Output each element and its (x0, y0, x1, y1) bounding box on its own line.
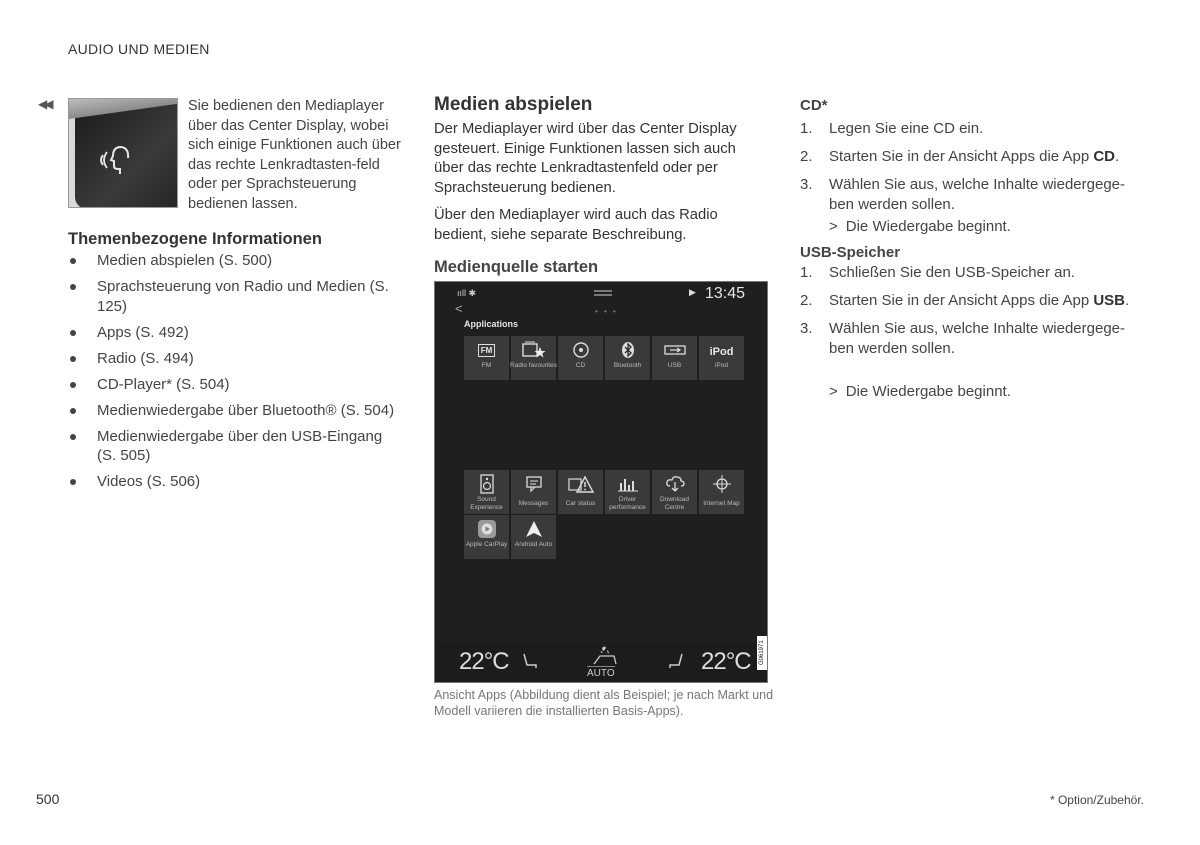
bullet (70, 382, 76, 388)
app-tile-messages[interactable] (511, 470, 556, 514)
topic-text[interactable]: Medienwiedergabe über Bluetooth® (S. 504) (97, 401, 395, 419)
bullet (70, 330, 76, 336)
app-tile-apple-carplay[interactable] (464, 515, 509, 559)
app-label: Bluetooth (613, 362, 642, 369)
source-heading: Medienquelle starten (434, 258, 599, 276)
bullet (70, 408, 76, 414)
cd-result: > Die Wiedergabe beginnt. (829, 218, 1011, 235)
bullet (70, 479, 76, 485)
app-label: Android Auto (514, 541, 553, 548)
usb-heading: USB-Speicher (800, 244, 901, 261)
topic-text[interactable]: Apps (S. 492) (97, 323, 189, 341)
step-item: 1. Schließen Sie den USB-Speicher an. (800, 264, 1075, 281)
bullet (70, 258, 76, 264)
step-item: 1. Legen Sie eine CD ein. (800, 120, 984, 137)
topic-text[interactable]: Videos (S. 506) (97, 473, 201, 490)
topic-text[interactable]: Medien abspielen (S. 500) (97, 252, 273, 269)
app-tile-ipod[interactable] (699, 336, 744, 380)
usb-steps (800, 263, 1140, 367)
topic-link[interactable] (68, 277, 398, 316)
topic-text[interactable]: CD-Player* (S. 504) (97, 375, 230, 393)
climate-bar (435, 642, 767, 682)
app-label: Download Centre (660, 496, 689, 511)
figure-caption: Ansicht Apps (Abbildung dient als Beispiel; je nach Markt und Modell variieren die installierten Basis-Apps). (434, 688, 774, 718)
app-tile-bluetooth[interactable] (605, 336, 650, 380)
image-code: G061971 (757, 636, 767, 670)
app-tile-fm[interactable] (464, 336, 509, 380)
step-item: 3. Wählen Sie aus, welche Inhalte wiedergege-ben werden sollen. (800, 320, 1126, 357)
app-tile-android-auto[interactable] (511, 515, 556, 559)
left-temperature[interactable]: 22°C (459, 648, 509, 675)
topic-link[interactable] (68, 472, 398, 492)
apps-title: Applications (464, 319, 519, 329)
topic-link[interactable] (68, 375, 398, 395)
back-chevron-icon[interactable]: < (455, 301, 463, 316)
messages-icon (511, 474, 556, 499)
topic-link[interactable] (68, 251, 398, 271)
topic-text[interactable]: Sprachsteuerung von Radio und Medien (S. 125) (97, 278, 389, 315)
bullet (70, 356, 76, 362)
topic-link[interactable] (68, 323, 398, 343)
voice-control-icon (97, 143, 137, 184)
voice-control-image (68, 98, 178, 208)
cd-steps (800, 119, 1140, 223)
app-label: Car status (565, 500, 596, 507)
right-temperature[interactable]: 22°C (701, 648, 751, 675)
play-heading: Medien abspielen (434, 94, 593, 115)
topic-link[interactable] (68, 349, 398, 369)
usb-result: > Die Wiedergabe beginnt. (829, 383, 1011, 400)
page-dots: • • • (595, 307, 618, 316)
auto-label[interactable]: AUTO (587, 668, 615, 679)
step-item: 3. Wählen Sie aus, welche Inhalte wiedergege-ben werden sollen. (800, 176, 1126, 213)
app-label: FM (481, 362, 492, 369)
app-label: iPod (714, 362, 728, 369)
play-paragraph-2: Über den Mediaplayer wird auch das Radio bedient, siehe separate Beschreibung. (434, 207, 718, 243)
clock: 13:45 (705, 285, 746, 302)
topics-heading: Themenbezogene Informationen (68, 230, 322, 248)
app-label: Messages (518, 500, 549, 507)
play-status-icon: ▶ (689, 287, 696, 297)
left-seat-icon[interactable] (521, 652, 539, 675)
app-label: USB (667, 362, 682, 369)
app-tile-internet-map[interactable] (699, 470, 744, 514)
step-item: 2. Starten Sie in der Ansicht Apps die App USB. (800, 292, 1130, 309)
topic-text[interactable]: Radio (S. 494) (97, 349, 194, 367)
bullet (70, 434, 76, 440)
topic-link[interactable] (68, 427, 398, 466)
ipod-icon: iPod (709, 346, 734, 358)
app-tile-usb[interactable] (652, 336, 697, 380)
topics-list (68, 251, 398, 498)
warning-icon (558, 474, 603, 499)
topic-text[interactable]: Medienwiedergabe über den USB-Eingang (S. 505) (97, 427, 383, 464)
cd-heading: CD* (800, 97, 828, 114)
app-label: Apple CarPlay (465, 541, 508, 548)
back-arrows-icon[interactable]: ◀◀ (38, 97, 51, 111)
app-label: Radio favourites (510, 362, 557, 369)
fm-icon: FM (464, 340, 509, 358)
map-crosshair-icon (699, 474, 744, 499)
app-label: Sound Experience (470, 496, 503, 511)
app-tile-driver-performance[interactable] (605, 470, 650, 514)
app-tile-car-status[interactable] (558, 470, 603, 514)
app-tile-cd[interactable] (558, 336, 603, 380)
signal-icon: ııll ✱ (457, 288, 477, 298)
app-tile-sound-experience[interactable] (464, 470, 509, 514)
topic-link[interactable] (68, 401, 398, 421)
right-seat-icon[interactable] (667, 652, 685, 675)
play-paragraph-1: Der Mediaplayer wird über das Center Display gesteuert. Einige Funktionen lassen sich auch über das rechte Lenkradtastenfeld oder per Sprachsteuerung bedienen. (434, 121, 737, 196)
app-tile-radio-favourites[interactable] (511, 336, 556, 380)
step-item: 2. Starten Sie in der Ansicht Apps die App CD. (800, 148, 1120, 165)
pulldown-handle[interactable] (594, 290, 612, 292)
app-label: CD (575, 362, 586, 369)
app-label: Driver performance (609, 496, 646, 511)
app-label: Internet Map (703, 500, 740, 507)
intro-text: Sie bedienen den Mediaplayer über das Center Display, wobei sich einige Funktionen auch über das rechte Lenkradtasten-feld oder per Sprachsteuerung bedienen lassen. (188, 98, 401, 212)
app-tile-download-centre[interactable] (652, 470, 697, 514)
bullet (70, 284, 76, 290)
section-header: AUDIO UND MEDIEN (68, 41, 210, 57)
footnote: * Option/Zubehör. (1049, 793, 1144, 807)
page-number: 500 (36, 791, 60, 807)
center-display-screenshot (434, 281, 768, 683)
